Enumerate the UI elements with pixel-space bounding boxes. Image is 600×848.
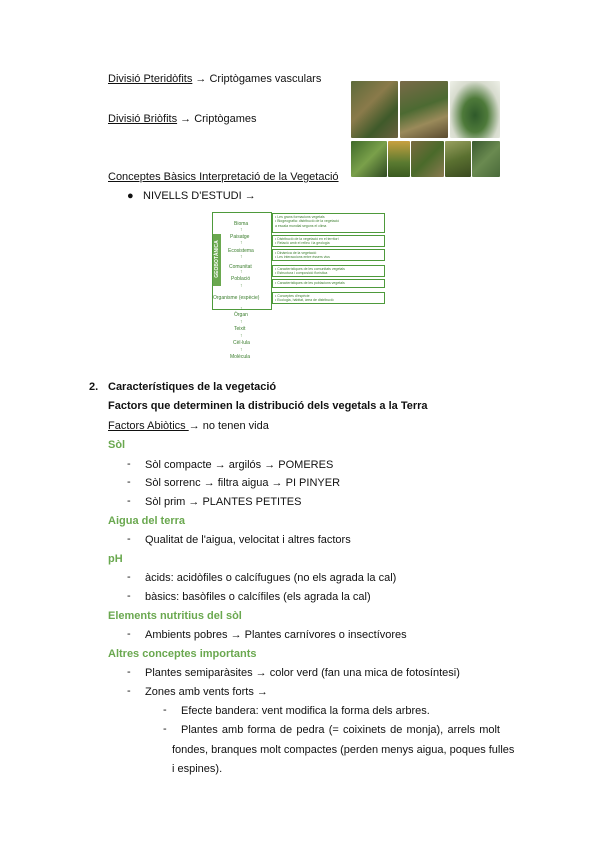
note-line: a escala mundial segons el clima [275, 223, 327, 228]
aigua-heading: Aigua del terra [108, 515, 186, 527]
note-line: • Les interaccions entre éssers vius [275, 255, 330, 260]
note-box-organisme [272, 292, 385, 304]
level-cellula: Cèl·lula [233, 340, 250, 346]
nutritius-item: Ambients pobres → Plantes carnívores o insectívores [145, 629, 407, 641]
level-ecosistema: Ecosistema [228, 248, 254, 254]
dash: - [127, 571, 131, 583]
note-line: • Biogeografia: distribució de la vegetació [275, 219, 340, 224]
dash: - [127, 685, 131, 697]
arrow-icon: ↑ [240, 319, 243, 325]
note-line: • Ecologia, hàbitat, àrea de distribució [275, 298, 334, 303]
note-line: • Les grans formacions vegetals [275, 215, 325, 219]
briofits-label: Divisió Briòfits [108, 113, 178, 125]
altres-item: Plantes semiparàsites → color verd (fan una mica de fotosíntesi) [145, 667, 460, 679]
note-line: • Relació amb el relleu i la geologia [275, 241, 330, 246]
dash: - [127, 628, 131, 640]
abiotics-line [108, 419, 269, 433]
pteridofits-rest: → Criptògames vasculars [192, 73, 322, 85]
dash: - [163, 723, 167, 735]
dash: - [127, 533, 131, 545]
horsetail-photo [450, 81, 500, 138]
altres-item: Zones amb vents forts → [145, 686, 268, 698]
section-title: Característiques de la vegetació [108, 381, 277, 393]
briofits-rest: → Criptògames [177, 113, 257, 125]
sol-item: Sòl compacte → argilós → POMERES [145, 459, 334, 471]
arrow-icon: ↑ [240, 240, 243, 246]
note-box-paisatge [272, 235, 385, 247]
abiotics-label: Factors Abiòtics [108, 420, 189, 432]
nivells-bullet: ● [127, 190, 134, 202]
level-paisatge: Paisatge [230, 234, 250, 240]
arrow-icon: ↑ [240, 347, 243, 353]
note-box-bioma [272, 213, 385, 233]
arrow-icon: ↑ [240, 254, 243, 260]
level-molecula: Molècula [230, 354, 251, 360]
note-line: • Dinàmica de la vegetació [275, 251, 317, 255]
geobotanica-label: GEOBOTÀNICA [214, 240, 220, 278]
geobotanica-bar [213, 234, 221, 286]
arrow-icon: ↑ [240, 227, 243, 233]
arrow-icon: ↑ [240, 306, 243, 312]
sol-item: Sòl sorrenc → filtra aigua → PI PINYER [145, 477, 341, 489]
dash: - [127, 495, 131, 507]
note-box-comunitat [272, 265, 385, 277]
note-line: • Característiques de les poblacions vegetals [275, 281, 345, 285]
dash: - [127, 590, 131, 602]
aigua-item: Qualitat de l'aigua, velocitat i altres factors [145, 534, 351, 546]
dash: - [127, 458, 131, 470]
note-box-poblacio [272, 279, 385, 288]
sol-heading: Sòl [108, 439, 126, 451]
level-bioma: Bioma [234, 221, 249, 227]
altres-subitem: Efecte bandera: vent modifica la forma dels arbres. [181, 705, 430, 717]
ph-heading: pH [108, 553, 123, 565]
pteridofits-label: Divisió Pteridòfits [108, 73, 193, 85]
arrow-icon: ↑ [240, 283, 243, 289]
note-line: • Conceptes d'espècie [275, 294, 310, 298]
note-line: • Característiques de les comunitats vegetals [275, 267, 345, 271]
ph-item: àcids: acidòfiles o calcífugues (no els agrada la cal) [145, 572, 397, 584]
note-line: • Distribució de la vegetació en el territori [275, 237, 339, 241]
altres-subitem-cont: fondes, branques molt compactes (perden menys aigua, poques fulles [172, 744, 515, 756]
briofits-line [108, 112, 257, 126]
level-organisme: Organisme (espècie) [213, 295, 260, 301]
sol-item: Sòl prim → PLANTES PETITES [145, 496, 302, 508]
moss-photo-3 [411, 141, 444, 177]
section-subtitle: Factors que determinen la distribució dels vegetals a la Terra [108, 400, 428, 412]
nivells-text: NIVELLS D'ESTUDI → [143, 190, 256, 202]
arrow-icon: ↑ [240, 269, 243, 275]
altres-heading: Altres conceptes importants [108, 648, 257, 660]
conceptes-title: Conceptes Bàsics Interpretació de la Vegetació [108, 171, 339, 183]
altres-subitem-cont: i espines). [172, 763, 223, 775]
ph-item: bàsics: basòfiles o calcífiles (els agrada la cal) [145, 591, 371, 603]
dash: - [163, 704, 167, 716]
dash: - [127, 476, 131, 488]
abiotics-rest: → no tenen vida [188, 420, 269, 432]
level-poblacio: Població [231, 276, 251, 282]
pteridofits-line [108, 72, 321, 86]
moss-photo-1 [351, 141, 387, 177]
level-organ: Òrgan [234, 312, 248, 318]
section-number: 2. [89, 381, 99, 393]
dash: - [127, 666, 131, 678]
moss-photo-2 [388, 141, 410, 177]
arrow-icon: ↑ [240, 333, 243, 339]
fern-photo-1 [351, 81, 398, 138]
nutritius-heading: Elements nutritius del sòl [108, 610, 242, 622]
fern-photo-2 [400, 81, 448, 138]
moss-photo-5 [472, 141, 500, 177]
level-comunitat: Comunitat [229, 264, 252, 270]
altres-subitem: Plantes amb forma de pedra (= coixinets de monja), arrels molt [181, 724, 500, 736]
note-box-ecosistema [272, 249, 385, 261]
moss-photo-4 [445, 141, 471, 177]
note-line: • Estructura i composició florística [275, 271, 328, 276]
levels-diagram [212, 212, 388, 364]
level-teixit: Teixit [234, 326, 246, 332]
